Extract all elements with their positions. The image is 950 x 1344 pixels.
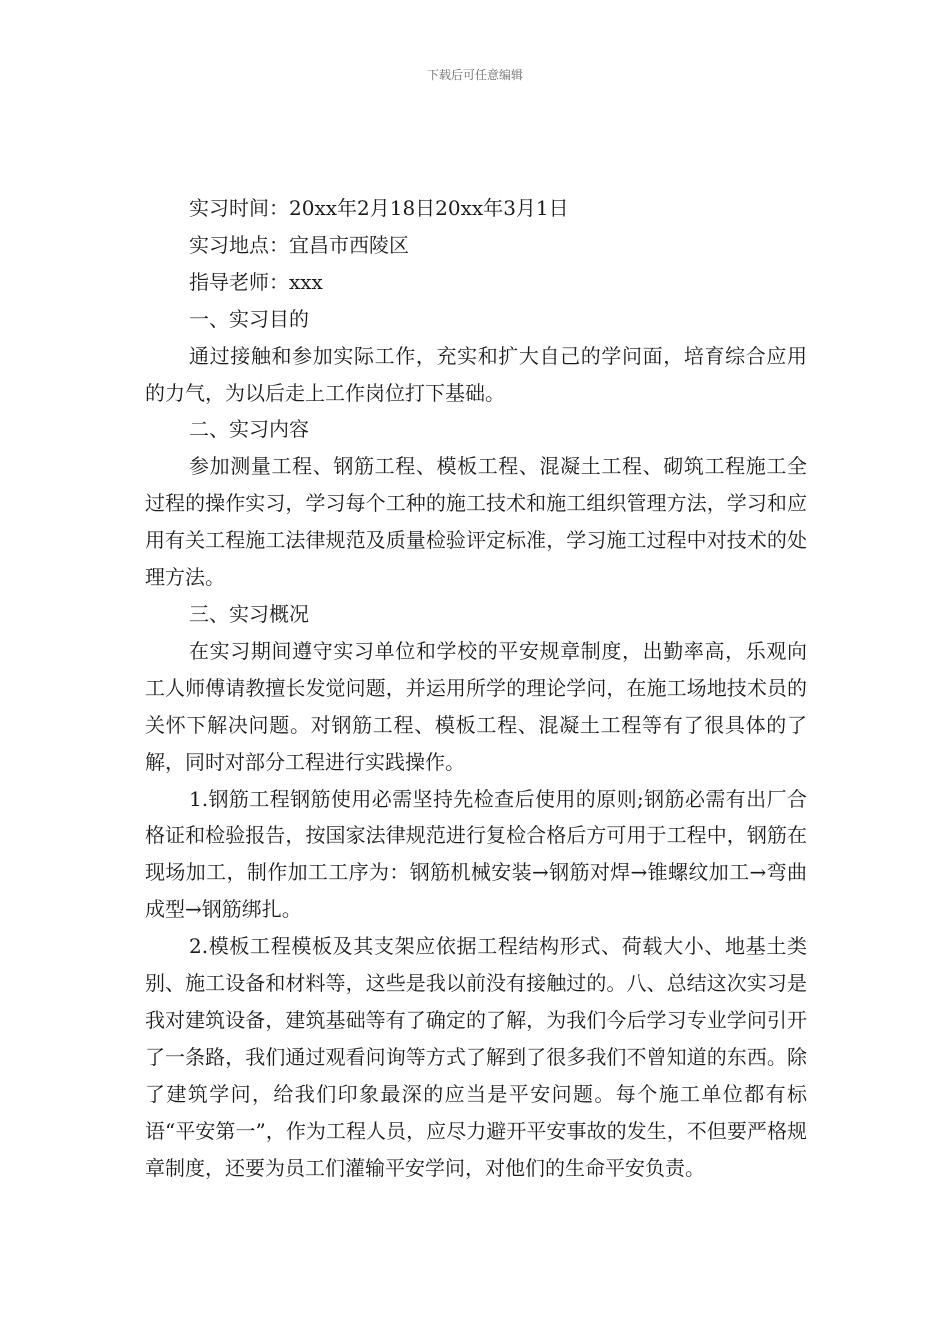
paragraph-rebar: 1.钢筋工程钢筋使用必需坚持先检查后使用的原则;钢筋必需有出厂合格证和检验报告，按国家法律规范进行复检合格后方可用于工程中，钢筋在现场加工，制作加工工序为：钢筋机械安装→钢筋对焊→锥螺纹加工→弯曲成型→钢筋绑扎。 [145,786,807,922]
instructor: 指导老师：xxx [189,269,323,294]
paragraph-content: 参加测量工程、钢筋工程、模板工程、混凝土工程、砌筑工程施工全过程的操作实习，学习每个工种的施工技术和施工组织管理方法，学习和应用有关工程施工法律规范及质量检验评定标准，学习施工过程中对技术的处理方法。 [145,454,807,590]
paragraph-overview: 在实习期间遵守实习单位和学校的平安规章制度，出勤率高，乐观向工人师傅请教擅长发觉问题，并运用所学的理论学问，在施工场地技术员的关怀下解决问题。对钢筋工程、模板工程、混凝土工程等有了很具体的了解，同时对部分工程进行实践操作。 [145,638,807,774]
section-heading-purpose: 一、实习目的 [189,306,309,331]
section-heading-content: 二、实习内容 [189,417,309,442]
page-header: 下载后可任意编辑 [426,68,523,82]
paragraph-purpose: 通过接触和参加实际工作，充实和扩大自己的学问面，培育综合应用的力气，为以后走上工作岗位打下基础。 [145,343,807,405]
section-heading-overview: 三、实习概况 [189,601,309,626]
internship-location: 实习地点：宜昌市西陵区 [189,232,409,257]
document-body [145,190,807,1186]
internship-time: 实习时间：20xx年2月18日20xx年3月1日 [189,196,569,220]
paragraph-formwork-summary: 2.模板工程模板及其支架应依据工程结构形式、荷载大小、地基土类别、施工设备和材料等，这些是我以前没有接触过的。八、总结这次实习是我对建筑设备，建筑基础等有了确定的了解，为我们今后学习专业学问引开了一条路，我们通过观看问询等方式了解到了很多我们不曾知道的东西。除了建筑学问，给我们印象最深的应当是平安问题。每个施工单位都有标语“平安第一”，作为工程人员，应尽力避开平安事故的发生，不但要严格规章制度，还要为员工们灌输平安学问，对他们的生命平安负责。 [145,934,807,1180]
